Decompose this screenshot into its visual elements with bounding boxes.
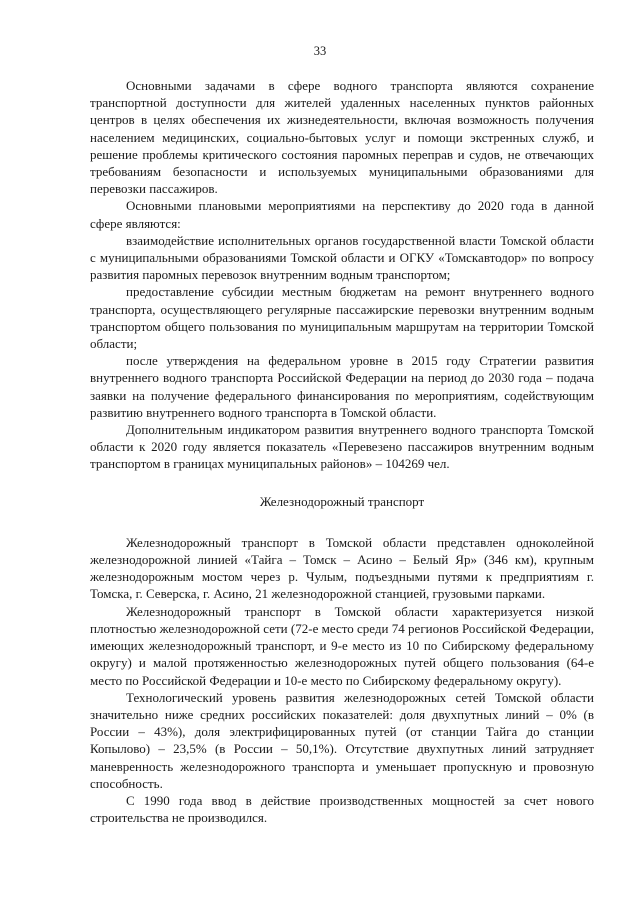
paragraph-railway-overview: Железнодорожный транспорт в Томской области представлен одноколейной железнодорожной линией «Тайга – Томск – Асино – Белый Яр» (346 км), крупным железнодорожным мостом через р. Чулым, подъездными путями к предприятиям г. Томска, г. Северска, г. Асино, 21 железнодорожной станцией, грузовыми парками. (90, 534, 594, 602)
paragraph-planned-measures: Основными плановыми мероприятиями на перспективу до 2020 года в данной сфере являются: (90, 198, 594, 231)
paragraph-railway-density: Железнодорожный транспорт в Томской области характеризуется низкой плотностью железнодорожной сети (72-е место среди 74 регионов Российской Федерации, имеющих железнодорожный транспорт, и 9-е место из 10 по Сибирскому федеральному округу) и малой протяженностью железнодорожных путей общего пользования (64-е место по Российской Федерации и 10-е место по Сибирскому федеральному округу). (90, 603, 594, 688)
page-number: 33 (313, 44, 327, 58)
paragraph-railway-technology: Технологический уровень развития железнодорожных сетей Томской области значительно ниже средних российских показателей: доля двухпутных линий – 0% (в России – 43%), доля электрифицированных путей (от станции Тайга до станции Копылово) – 23,5% (в России – 50,1%). Отсутствие двухпутных линий затрудняет маневренность железнодорожного транспорта и уменьшает пропускную и провозную способность. (90, 689, 594, 791)
paragraph-strategy: после утверждения на федеральном уровне в 2015 году Стратегии развития внутреннего водного транспорта Российской Федерации на период до 2030 года – подача заявки на получение федерального финансирования по мероприятиям, содействующим развитию внутреннего водного транспорта в Томской области. (90, 353, 594, 420)
paragraph-subsidy: предоставление субсидии местным бюджетам на ремонт внутреннего водного транспорта, осуществляющего регулярные пассажирские перевозки внутренним водным транспортом общего пользования по муниципальным маршрутам на территории Томской области; (90, 284, 594, 352)
paragraph-water-tasks: Основными задачами в сфере водного транспорта являются сохранение транспортной доступности для жителей удаленных населенных пунктов районных центров в целях обеспечения их жизнедеятельности, включая возможность получения населением медицинских, социально-бытовых услуг и помощи экстренных служб, и решение проблемы критического состояния паромных переправ и судов, не отвечающих требованиям безопасности и используемых муниципальными образованиями для перевозки пассажиров. (90, 78, 594, 197)
paragraph-railway-construction: С 1990 года ввод в действие производственных мощностей за счет нового строительства не производился. (90, 792, 594, 826)
document-body (90, 77, 594, 826)
section-heading: Железнодорожный транспорт (259, 493, 425, 509)
paragraph-interaction: взаимодействие исполнительных органов государственной власти Томской области с муниципальными образованиями Томской области и ОГКУ «Томскавтодор» по вопросу развития паромных перевозок внутренним водным транспортом; (90, 232, 594, 283)
paragraph-indicator: Дополнительным индикатором развития внутреннего водного транспорта Томской области к 2020 году является показатель «Перевезено пассажиров внутренним водным транспортом в границах муниципальных районов» – 104269 чел. (90, 422, 594, 472)
